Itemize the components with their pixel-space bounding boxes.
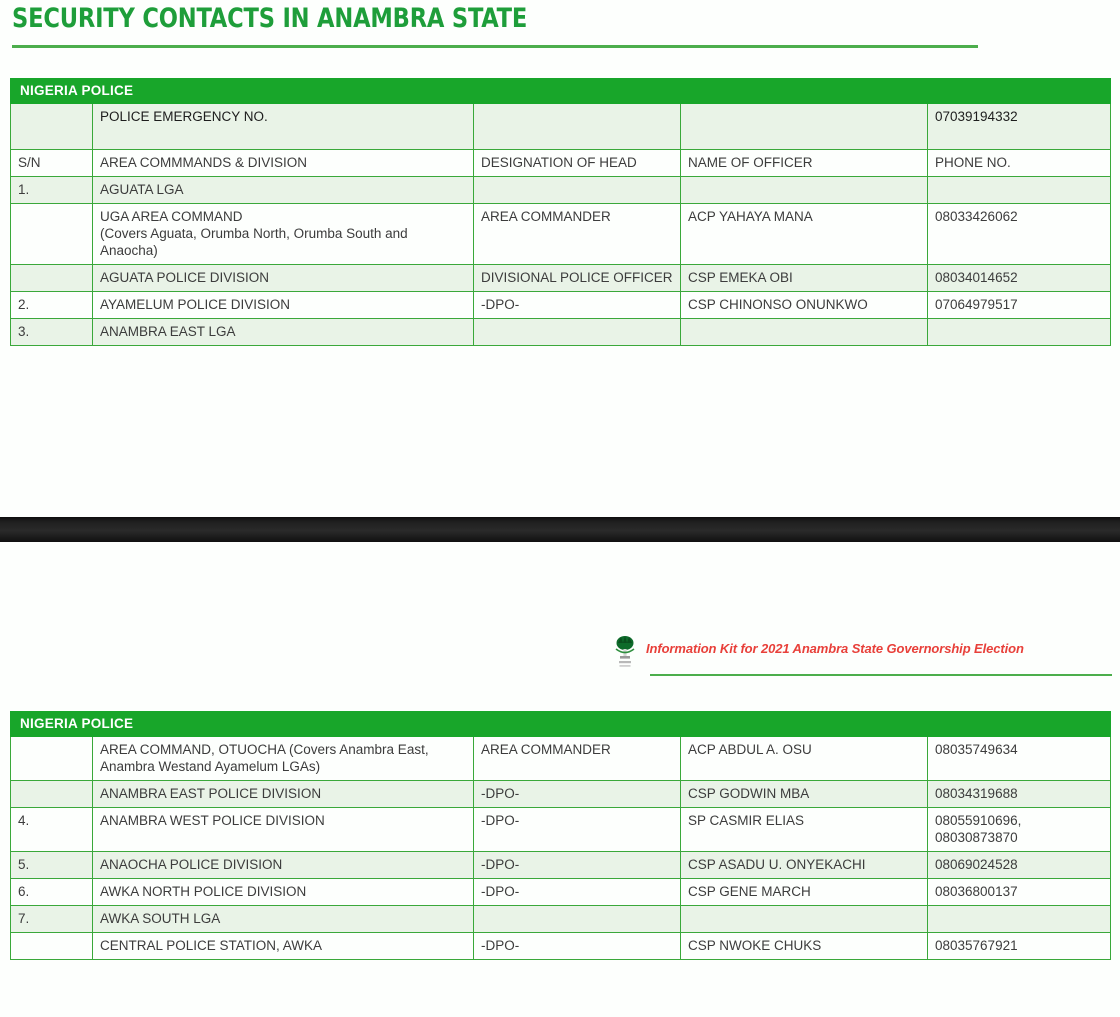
- table-row: [11, 808, 1111, 852]
- cell-officer-name: ACP YAHAYA MANA: [681, 204, 928, 265]
- table-row: [11, 265, 1111, 292]
- cell-designation: -DPO-: [474, 852, 681, 879]
- band-header-label: NIGERIA POLICE: [11, 79, 1111, 104]
- page-break-bar: [0, 517, 1120, 542]
- table-row: [11, 879, 1111, 906]
- cell-area-command: AREA COMMAND, OTUOCHA (Covers Anambra East, Anambra Westand Ayamelum LGAs): [93, 737, 474, 781]
- cell-sn: 2.: [11, 292, 93, 319]
- security-contacts-table-1: [10, 78, 1111, 346]
- page-footer: [612, 634, 1112, 682]
- cell-officer-name: CSP EMEKA OBI: [681, 265, 928, 292]
- cell-officer-name: CSP ASADU U. ONYEKACHI: [681, 852, 928, 879]
- title-underline-rule: [12, 45, 978, 48]
- cell-officer-name: [681, 104, 928, 150]
- cell-phone: [928, 177, 1111, 204]
- cell-designation: -DPO-: [474, 292, 681, 319]
- cell-designation: AREA COMMANDER: [474, 737, 681, 781]
- band-header-label: NIGERIA POLICE: [11, 712, 1111, 737]
- table-column-header-row: [11, 150, 1111, 177]
- page-title: SECURITY CONTACTS IN ANAMBRA STATE: [12, 3, 528, 34]
- cell-sn: 5.: [11, 852, 93, 879]
- column-header-sn: S/N: [11, 150, 93, 177]
- cell-designation: [474, 104, 681, 150]
- column-header-name: NAME OF OFFICER: [681, 150, 928, 177]
- cell-phone: 08036800137: [928, 879, 1111, 906]
- cell-sn: [11, 104, 93, 150]
- cell-phone: 08034014652: [928, 265, 1111, 292]
- table-row: [11, 852, 1111, 879]
- cell-phone: [928, 319, 1111, 346]
- cell-phone: 08055910696, 08030873870: [928, 808, 1111, 852]
- cell-area-command: AGUATA POLICE DIVISION: [93, 265, 474, 292]
- cell-sn: 3.: [11, 319, 93, 346]
- cell-officer-name: CSP CHINONSO ONUNKWO: [681, 292, 928, 319]
- cell-area-command: AWKA SOUTH LGA: [93, 906, 474, 933]
- cell-phone: 08035767921: [928, 933, 1111, 960]
- cell-phone: 08033426062: [928, 204, 1111, 265]
- table-row: [11, 204, 1111, 265]
- table-band-header: [11, 79, 1111, 104]
- cell-officer-name: ACP ABDUL A. OSU: [681, 737, 928, 781]
- cell-sn: [11, 204, 93, 265]
- cell-sn: 6.: [11, 879, 93, 906]
- cell-phone: 08035749634: [928, 737, 1111, 781]
- column-header-phone: PHONE NO.: [928, 150, 1111, 177]
- cell-area-command: AYAMELUM POLICE DIVISION: [93, 292, 474, 319]
- cell-phone: [928, 906, 1111, 933]
- cell-designation: -DPO-: [474, 933, 681, 960]
- cell-area-command: ANAMBRA EAST LGA: [93, 319, 474, 346]
- cell-officer-name: CSP GODWIN MBA: [681, 781, 928, 808]
- cell-designation: AREA COMMANDER: [474, 204, 681, 265]
- cell-designation: [474, 319, 681, 346]
- cell-area-command: ANAMBRA WEST POLICE DIVISION: [93, 808, 474, 852]
- nigeria-coat-of-arms-icon: [612, 634, 638, 674]
- cell-sn: [11, 265, 93, 292]
- table-row: [11, 177, 1111, 204]
- cell-sn: 7.: [11, 906, 93, 933]
- cell-designation: -DPO-: [474, 781, 681, 808]
- cell-designation: [474, 177, 681, 204]
- cell-officer-name: CSP GENE MARCH: [681, 879, 928, 906]
- emergency-number: 07039194332: [928, 104, 1111, 150]
- cell-designation: [474, 906, 681, 933]
- table-row: [11, 292, 1111, 319]
- cell-area-command: UGA AREA COMMAND (Covers Aguata, Orumba North, Orumba South and Anaocha): [93, 204, 474, 265]
- cell-officer-name: SP CASMIR ELIAS: [681, 808, 928, 852]
- cell-sn: 1.: [11, 177, 93, 204]
- cell-phone: 07064979517: [928, 292, 1111, 319]
- cell-designation: DIVISIONAL POLICE OFFICER: [474, 265, 681, 292]
- cell-officer-name: [681, 906, 928, 933]
- table-row: [11, 933, 1111, 960]
- footer-caption: Information Kit for 2021 Anambra State Governorship Election: [646, 641, 1024, 656]
- table-2-container: [10, 711, 1110, 960]
- cell-area-command: ANAMBRA EAST POLICE DIVISION: [93, 781, 474, 808]
- cell-phone: 08069024528: [928, 852, 1111, 879]
- cell-area-command: AGUATA LGA: [93, 177, 474, 204]
- emergency-label: POLICE EMERGENCY NO.: [93, 104, 474, 150]
- table-row: [11, 737, 1111, 781]
- column-header-designation: DESIGNATION OF HEAD: [474, 150, 681, 177]
- column-header-area: AREA COMMMANDS & DIVISION: [93, 150, 474, 177]
- cell-designation: -DPO-: [474, 879, 681, 906]
- cell-sn: [11, 781, 93, 808]
- table-1-container: [10, 78, 1110, 346]
- cell-phone: 08034319688: [928, 781, 1111, 808]
- security-contacts-table-2: [10, 711, 1111, 960]
- cell-sn: 4.: [11, 808, 93, 852]
- cell-area-command: CENTRAL POLICE STATION, AWKA: [93, 933, 474, 960]
- table-row: [11, 781, 1111, 808]
- title-block: [12, 2, 1012, 48]
- cell-area-command: ANAOCHA POLICE DIVISION: [93, 852, 474, 879]
- emergency-number-row: [11, 104, 1111, 150]
- table-band-header: [11, 712, 1111, 737]
- table-row: [11, 906, 1111, 933]
- cell-area-command: AWKA NORTH POLICE DIVISION: [93, 879, 474, 906]
- footer-underline-rule: [650, 674, 1112, 676]
- cell-officer-name: [681, 319, 928, 346]
- table-row: [11, 319, 1111, 346]
- cell-officer-name: CSP NWOKE CHUKS: [681, 933, 928, 960]
- cell-sn: [11, 737, 93, 781]
- cell-designation: -DPO-: [474, 808, 681, 852]
- cell-officer-name: [681, 177, 928, 204]
- cell-sn: [11, 933, 93, 960]
